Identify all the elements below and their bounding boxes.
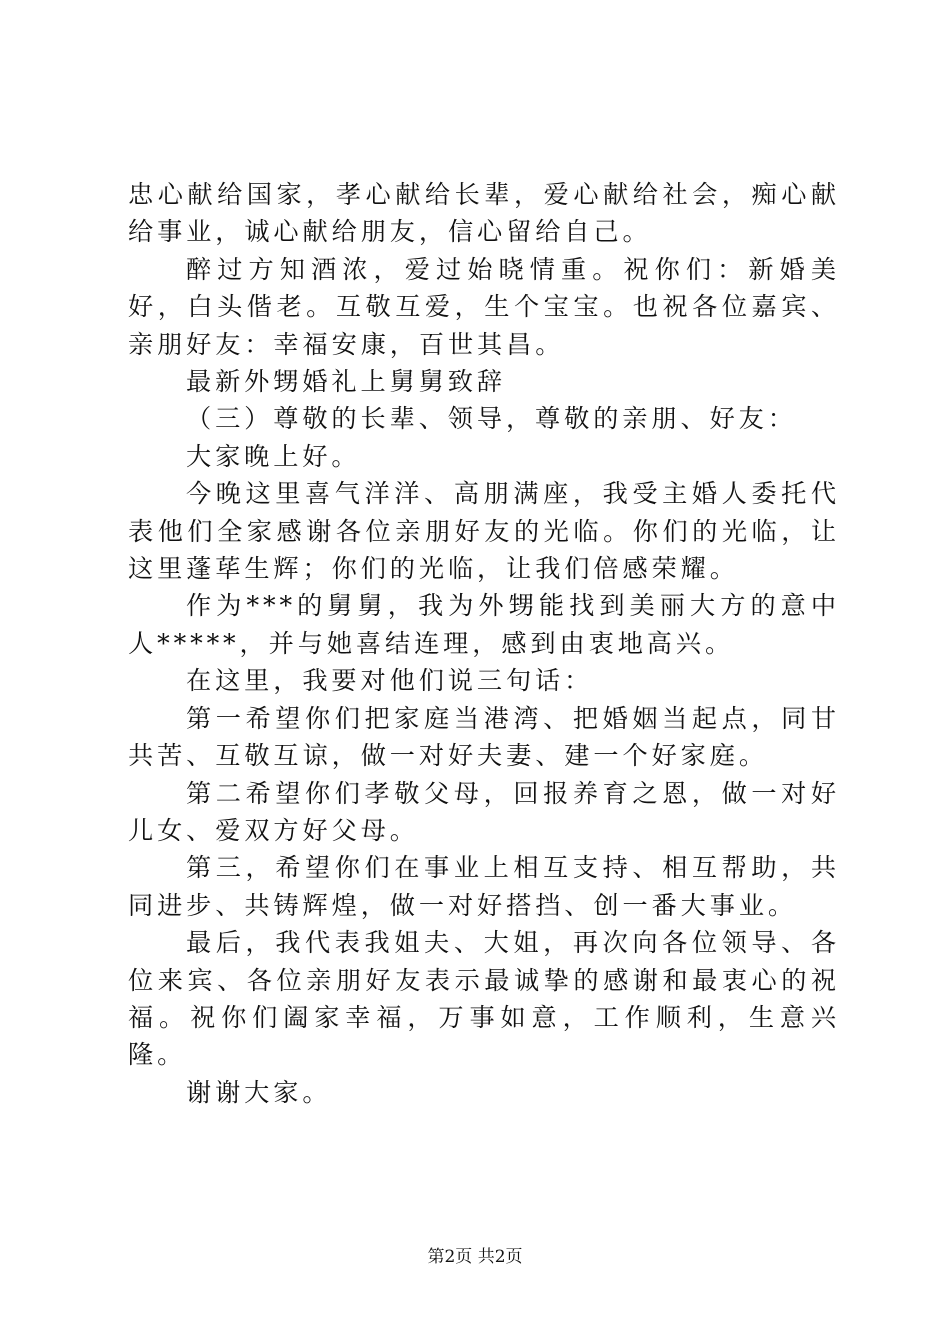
- paragraph: 在这里，我要对他们说三句话：: [186, 666, 594, 696]
- paragraph: 醉过方知酒浓，爱过始晓情重。祝你们：新婚美好，白头偕老。互敬互爱，生个宝宝。也祝各位嘉宾、亲朋好友：幸福安康，百世其昌。: [128, 254, 840, 359]
- paragraph: 第二希望你们孝敬父母，回报养育之恩，做一对好儿女、爱双方好父母。: [128, 778, 840, 845]
- page-number: 第2页 共2页: [427, 1247, 523, 1267]
- paragraph: 忠心献给国家，孝心献给长辈，爱心献给社会，痴心献给事业，诚心献给朋友，信心留给自己。: [128, 180, 840, 247]
- section-heading: 最新外甥婚礼上舅舅致辞: [186, 367, 506, 397]
- closing: 谢谢大家。: [186, 1077, 332, 1107]
- paragraph: 作为***的舅舅，我为外甥能找到美丽大方的意中人*****，并与她喜结连理，感到由衷地高兴。: [128, 591, 840, 658]
- salutation: （三）尊敬的长辈、领导，尊敬的亲朋、好友：: [186, 404, 797, 434]
- paragraph: 第一希望你们把家庭当港湾、把婚姻当起点，同甘共苦、互敬互谅，做一对好夫妻、建一个好家庭。: [128, 703, 840, 771]
- paragraph: 今晚这里喜气洋洋、高朋满座，我受主婚人委托代表他们全家感谢各位亲朋好友的光临。你们的光临，让这里蓬荜生辉；你们的光临，让我们倍感荣耀。: [128, 479, 840, 584]
- paragraph: 第三，希望你们在事业上相互支持、相互帮助，共同进步、共铸辉煌，做一对好搭挡、创一番大事业。: [128, 853, 840, 920]
- document-body: [128, 176, 840, 1111]
- paragraph: 最后，我代表我姐夫、大姐，再次向各位领导、各位来宾、各位亲朋好友表示最诚挚的感谢和最衷心的祝福。祝你们阖家幸福，万事如意，工作顺利，生意兴隆。: [128, 928, 840, 1070]
- greeting: 大家晚上好。: [186, 441, 361, 471]
